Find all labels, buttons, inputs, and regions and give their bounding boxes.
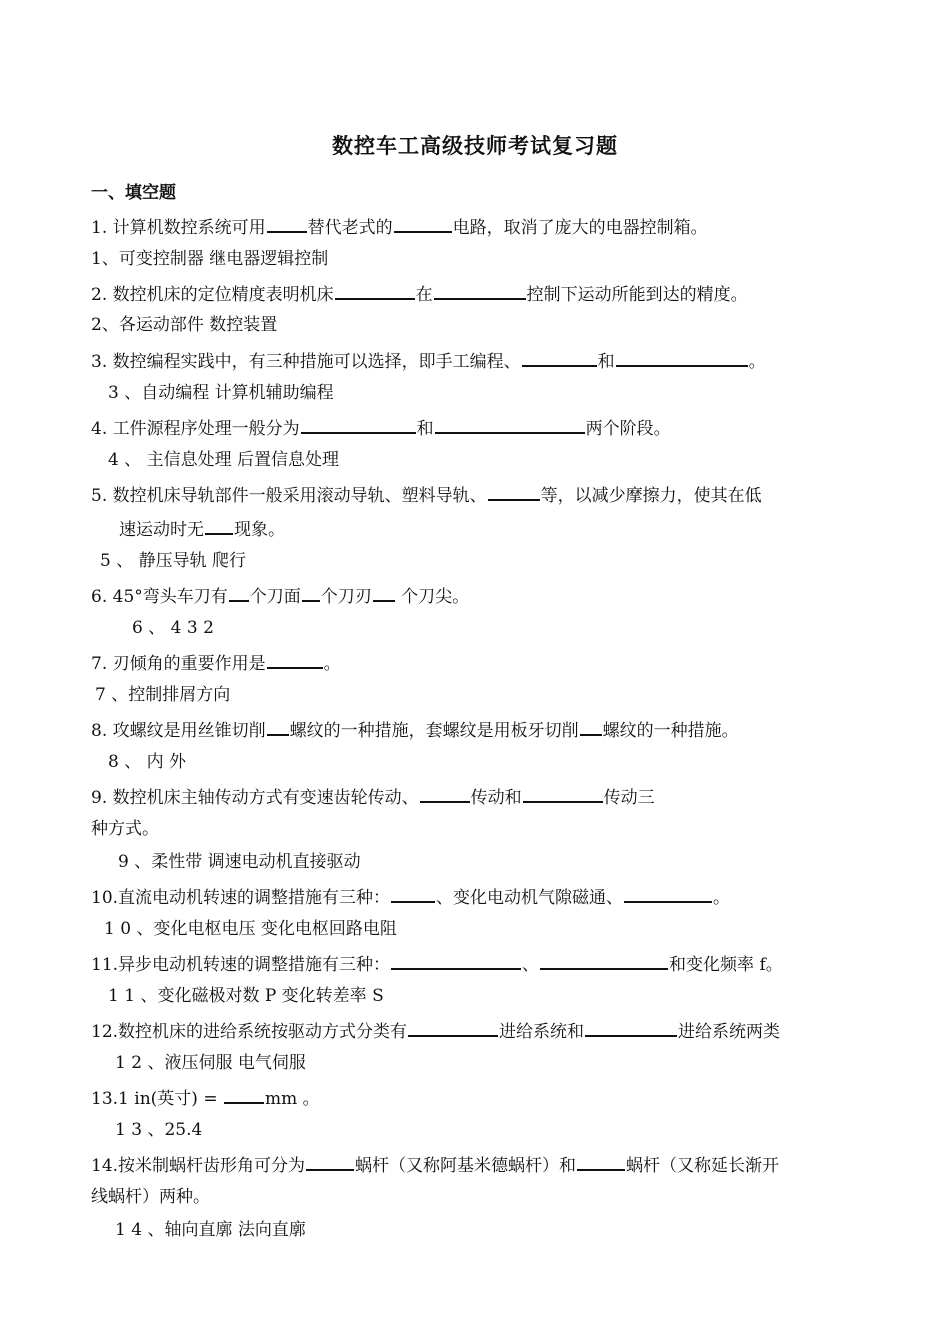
question-14-cont: 线蜗杆）两种。 (91, 1187, 210, 1207)
page-title: 数控车工高级技师考试复习题 (332, 134, 618, 158)
blank[interactable] (391, 884, 435, 903)
question-4: 4. 工件源程序处理一般分为 和 两个阶段。 (91, 415, 671, 440)
answer-3: 3 、自动编程 计算机辅助编程 (108, 383, 334, 403)
blank[interactable] (224, 1085, 264, 1104)
blank[interactable] (205, 516, 233, 535)
answer-13: 1 3 、25.4 (115, 1120, 203, 1140)
blank[interactable] (335, 281, 415, 300)
blank[interactable] (267, 717, 289, 736)
blank[interactable] (267, 650, 323, 669)
blank[interactable] (488, 482, 540, 501)
question-3: 3. 数控编程实践中，有三种措施可以选择，即手工编程、 和 。 (91, 348, 766, 373)
answer-5: 5 、 静压导轨 爬行 (100, 551, 247, 571)
blank[interactable] (301, 415, 416, 434)
blank[interactable] (302, 583, 320, 602)
question-1: 1. 计算机数控系统可用 替代老式的 电路，取消了庞大的电器控制箱。 (91, 214, 708, 239)
section-heading: 一、填空题 (91, 183, 176, 203)
blank[interactable] (229, 583, 249, 602)
question-5: 5. 数控机床导轨部件一般采用滚动导轨、塑料导轨、 等，以减少摩擦力，使其在低 (91, 482, 762, 507)
answer-8: 8 、 内 外 (108, 752, 187, 772)
answer-9: 9 、柔性带 调速电动机直接驱动 (118, 852, 361, 872)
blank[interactable] (434, 281, 526, 300)
blank[interactable] (391, 951, 521, 970)
question-8: 8. 攻螺纹是用丝锥切削 螺纹的一种措施，套螺纹是用板牙切削 螺纹的一种措施。 (91, 717, 739, 742)
answer-1: 1、可变控制器 继电器逻辑控制 (91, 249, 329, 269)
question-6: 6. 45°弯头车刀有 个刀面 个刀刃 个刀尖。 (91, 583, 469, 608)
answer-10: 1 0 、变化电枢电压 变化电枢回路电阻 (104, 919, 397, 939)
answer-7: 7 、控制排屑方向 (95, 685, 231, 705)
question-12: 12.数控机床的进给系统按驱动方式分类有 进给系统和 进给系统两类 (91, 1018, 780, 1043)
question-9-cont: 种方式。 (91, 819, 159, 839)
blank[interactable] (540, 951, 668, 970)
blank[interactable] (394, 214, 452, 233)
blank[interactable] (523, 784, 603, 803)
answer-14: 1 4 、轴向直廓 法向直廓 (115, 1220, 306, 1240)
answer-4: 4 、 主信息处理 后置信息处理 (108, 450, 340, 470)
answer-12: 1 2 、液压伺服 电气伺服 (115, 1053, 306, 1073)
question-14: 14.按米制蜗杆齿形角可分为 蜗杆（又称阿基米德蜗杆）和 蜗杆（又称延长渐开 (91, 1152, 779, 1177)
blank[interactable] (624, 884, 712, 903)
question-5-cont: 速运动时无 现象。 (119, 516, 285, 541)
question-2: 2. 数控机床的定位精度表明机床 在 控制下运动所能到达的精度。 (91, 281, 748, 306)
blank[interactable] (580, 717, 602, 736)
question-10: 10.直流电动机转速的调整措施有三种： 、变化电动机气隙磁通、 。 (91, 884, 730, 909)
question-7: 7. 刃倾角的重要作用是 。 (91, 650, 341, 675)
blank[interactable] (267, 214, 307, 233)
blank[interactable] (435, 415, 585, 434)
question-13: 13.1 in(英寸) = mm 。 (91, 1085, 320, 1110)
blank[interactable] (306, 1152, 354, 1171)
blank[interactable] (408, 1018, 498, 1037)
question-9: 9. 数控机床主轴传动方式有变速齿轮传动、 传动和 传动三 (91, 784, 655, 809)
blank[interactable] (577, 1152, 625, 1171)
blank[interactable] (373, 583, 395, 602)
blank[interactable] (420, 784, 470, 803)
blank[interactable] (616, 348, 748, 367)
blank[interactable] (585, 1018, 677, 1037)
answer-11: 1 1 、变化磁极对数 P 变化转差率 S (108, 986, 384, 1006)
answer-2: 2、各运动部件 数控装置 (91, 315, 278, 335)
answer-6: 6 、 4 3 2 (132, 618, 214, 638)
question-11: 11.异步电动机转速的调整措施有三种： 、 和变化频率 f。 (91, 951, 783, 976)
blank[interactable] (522, 348, 597, 367)
